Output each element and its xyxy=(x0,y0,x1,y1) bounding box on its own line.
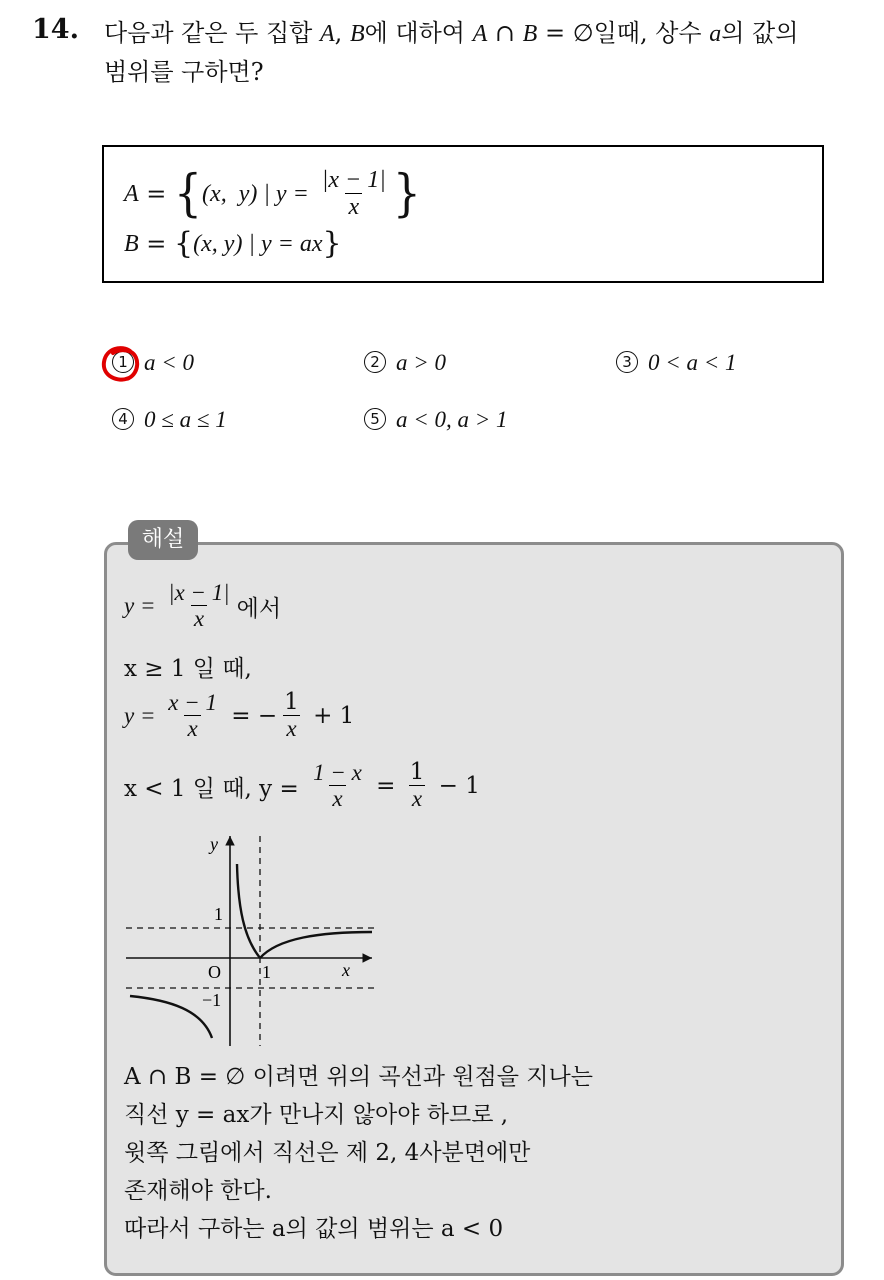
y-axis-label: y xyxy=(210,834,218,854)
choice-5[interactable]: 5 a < 0, a > 1 xyxy=(364,407,508,433)
solution-tag: 해설 xyxy=(128,520,198,560)
question-line-2: 범위를 구하면? xyxy=(104,58,264,86)
choice-4[interactable]: 4 0 ≤ a ≤ 1 xyxy=(112,407,227,433)
solution-line-1: y = $\frac{|x - 1|}{x}$ 에서 xyxy=(124,580,282,632)
function-graph xyxy=(120,828,380,1050)
x-axis-label: x xyxy=(342,960,350,980)
y-tick-minus-1-label: −1 xyxy=(202,990,222,1010)
set-a-definition: A = { (x, y) | y = $\frac{|x - 1|}{x}$ } xyxy=(124,164,421,224)
solution-conclusion-5: 따라서 구하는 a의 값의 범위는 a < 0 xyxy=(124,1216,504,1242)
answer-circle-mark xyxy=(100,343,142,385)
solution-line-4: x < 1 일 때, y = $\frac{1 - x}{x}$ = $\frac{1}{x}$ − 1 xyxy=(124,759,480,812)
solution-conclusion-3: 윗쪽 그림에서 직선은 제 2, 4사분면에만 xyxy=(124,1140,531,1166)
curve-x-greater-1 xyxy=(260,932,372,958)
solution-line-3: y = $\frac{x - 1}{x}$ = − $\frac{1}{x}$ + 1 xyxy=(124,689,355,742)
question-line-1: 다음과 같은 두 집합 A, B에 대하여 A ∩ B = ∅일때, 상수 a의 값의 xyxy=(104,19,799,47)
choice-3[interactable]: 3 0 < a < 1 xyxy=(616,350,737,376)
set-definition-box xyxy=(102,145,824,283)
x-tick-1-label: 1 xyxy=(262,962,271,982)
solution-conclusion-1: A ∩ B = ∅ 이려면 위의 곡선과 원점을 지나는 xyxy=(124,1064,593,1090)
set-b-definition: B = { (x, y) | y = ax } xyxy=(124,226,342,261)
set-a-fraction: $\frac{|x - 1|}{x}$ xyxy=(321,167,386,221)
question-number: 14. xyxy=(32,14,79,45)
solution-line-2: x ≥ 1 일 때, xyxy=(124,656,252,682)
y-tick-1-label: 1 xyxy=(214,904,223,924)
origin-label: O xyxy=(208,962,221,982)
curve-between-0-and-1 xyxy=(237,864,260,958)
choice-1[interactable]: 1 a < 0 xyxy=(112,350,194,376)
solution-conclusion-2: 직선 y = ax가 만나지 않아야 하므로 , xyxy=(124,1102,509,1128)
choice-2[interactable]: 2 a > 0 xyxy=(364,350,446,376)
curve-x-negative xyxy=(130,996,212,1038)
solution-conclusion-4: 존재해야 한다. xyxy=(124,1178,272,1204)
question-text xyxy=(104,14,874,91)
